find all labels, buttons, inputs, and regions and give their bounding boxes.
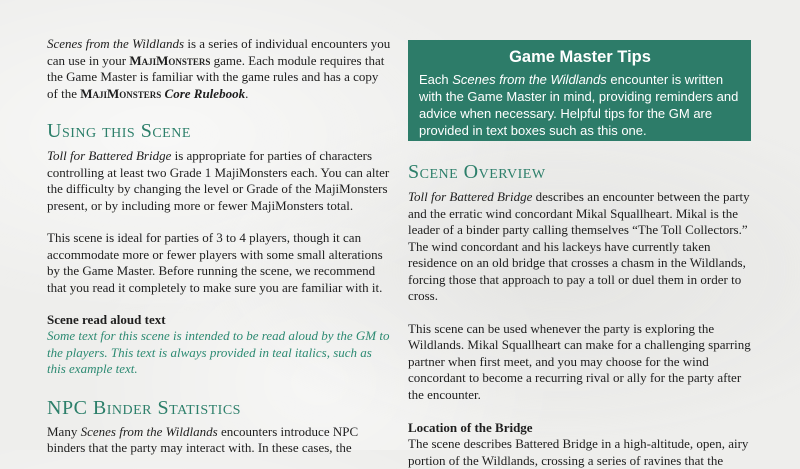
location-heading: Location of the Bridge <box>408 420 533 435</box>
rulebook-name: MajiMonsters <box>80 85 162 101</box>
using-paragraph-2: This scene is ideal for parties of 3 to 4 players, though it can accommodate more or fewer players with some small alterations by the Game Master. Before running the scene, we recommend that you read it completely to make sure you are familiar with it. <box>47 230 383 295</box>
read-aloud-heading: Scene read aloud text <box>47 312 166 327</box>
npc-paragraph: Many Scenes from the Wildlands encounters introduce NPC binders that the party may interact with. In these cases, the <box>47 423 359 455</box>
game-name: MajiMonsters <box>129 52 211 68</box>
tips-title: Game Master Tips <box>509 48 651 66</box>
using-paragraph-1: Toll for Battered Bridge is appropriate for parties of characters controlling at least two Grade 1 MajiMonsters each. You can alter the difficulty by changing the level or Grade of the MajiMonsters present, or by including more or fewer MajiMonsters total. <box>47 148 390 213</box>
npc-stats-heading: NPC Binder Statistics <box>47 396 241 419</box>
overview-paragraph-2: This scene can be used whenever the party is exploring the Wildlands. Mikal Squallheart can make for a challenging sparring partner when first meet, and you may choose for the wind concordant to become a recurring rival or ally for the party after the encounter. <box>408 320 751 402</box>
overview-paragraph-1: Toll for Battered Bridge describes an encounter between the party and the erratic wind concordant Mikal Squallheart. Mikal is the leader of a binder party calling themselves “The Toll Collectors.” The wind concordant and his lackeys have currently taken residence on an old bridge that crosses a chasm in the Wildlands, forcing those that approach to pay a toll or duel them in order to cross. <box>408 189 750 303</box>
using-scene-heading: Using this Scene <box>47 120 191 142</box>
intro-paragraph: Scenes from the Wildlands is a series of individual encounters you can use in your MajiMonsters game. Each module requires that the Game Master is familiar with the game rules and has a copy of the MajiMonsters Core Rulebook. <box>47 36 391 101</box>
location-paragraph: The scene describes Battered Bridge in a high-altitude, open, airy portion of the Wildlands, crossing a series of ravines that the <box>408 436 749 468</box>
right-column <box>408 160 751 469</box>
scene-overview-heading: Scene Overview <box>408 161 546 183</box>
game-master-tips-box <box>408 40 751 141</box>
tips-body: Each Scenes from the Wildlands encounter is written with the Game Master in mind, providing reminders and advice when necessary. Helpful tips for the GM are provided in text boxes such as this one. <box>419 72 739 138</box>
read-aloud-example: Some text for this scene is intended to be read aloud by the GM to the players. This text is always provided in teal italics, such as this example text. <box>47 328 390 376</box>
left-column <box>47 36 392 457</box>
